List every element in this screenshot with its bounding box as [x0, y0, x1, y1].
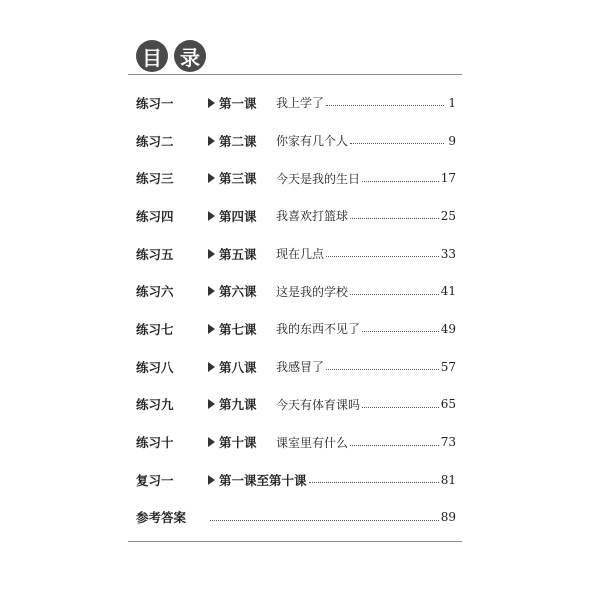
lesson-label: 第二课	[208, 132, 276, 150]
page-number: 81	[440, 472, 456, 487]
lesson-label: 第九课	[208, 395, 276, 413]
page-number: 49	[440, 321, 456, 336]
page-number: 25	[440, 208, 456, 223]
toc-row[interactable]	[128, 84, 462, 122]
page-title	[136, 40, 206, 74]
toc-row-review[interactable]	[128, 461, 462, 499]
dot-leader	[350, 294, 439, 295]
toc-row[interactable]	[128, 122, 462, 160]
page-number: 17	[440, 171, 456, 186]
lesson-title: 我喜欢打篮球	[276, 209, 349, 224]
lesson-label: 第三课	[208, 169, 276, 187]
arrow-right-icon	[208, 173, 215, 183]
lesson-title: 我感冒了	[276, 360, 325, 375]
page-number: 73	[440, 435, 456, 450]
review-range: 第一课至第十课	[219, 472, 307, 488]
lesson-label: 第八课	[208, 358, 276, 376]
page-number: 9	[448, 133, 456, 148]
lesson-label: 第六课	[208, 282, 276, 300]
arrow-right-icon	[208, 98, 215, 108]
page-number: 1	[448, 95, 456, 110]
page-number: 57	[440, 359, 456, 374]
dot-leader	[350, 445, 439, 446]
dot-leader	[350, 218, 439, 219]
lesson-title: 我上学了	[276, 96, 325, 111]
page-number: 33	[440, 246, 456, 261]
exercise-label: 练习八	[136, 359, 174, 375]
exercise-label: 练习三	[136, 171, 174, 187]
dot-leader	[362, 407, 439, 408]
title-char-2: 录	[174, 40, 206, 72]
page-number: 41	[440, 284, 456, 299]
arrow-right-icon	[208, 324, 215, 334]
exercise-label: 练习二	[136, 133, 174, 149]
arrow-right-icon	[208, 286, 215, 296]
top-divider	[128, 74, 462, 75]
toc-row[interactable]	[128, 386, 462, 424]
table-of-contents	[128, 84, 462, 536]
exercise-label: 练习五	[136, 246, 174, 262]
title-char-1: 目	[136, 40, 168, 72]
arrow-right-icon	[208, 399, 215, 409]
arrow-right-icon	[208, 475, 215, 485]
dot-leader	[326, 105, 444, 106]
dot-leader	[309, 482, 439, 483]
lesson-label: 第四课	[208, 207, 276, 225]
bottom-divider	[128, 541, 462, 542]
exercise-label: 练习七	[136, 321, 174, 337]
toc-row[interactable]	[128, 272, 462, 310]
dot-leader	[210, 520, 439, 521]
lesson-label: 第十课	[208, 433, 276, 451]
toc-row[interactable]	[128, 235, 462, 273]
toc-row[interactable]	[128, 348, 462, 386]
exercise-label: 练习四	[136, 208, 174, 224]
exercise-label: 复习一	[136, 472, 174, 488]
dot-leader	[326, 256, 439, 257]
lesson-title: 我的东西不见了	[276, 322, 361, 337]
lesson-title: 你家有几个人	[276, 134, 349, 149]
exercise-label: 练习六	[136, 284, 174, 300]
lesson-label: 第五课	[208, 245, 276, 263]
dot-leader	[350, 143, 444, 144]
lesson-label: 第一课	[208, 94, 276, 112]
toc-row[interactable]	[128, 310, 462, 348]
arrow-right-icon	[208, 136, 215, 146]
arrow-right-icon	[208, 362, 215, 372]
arrow-right-icon	[208, 249, 215, 259]
page-number: 89	[440, 510, 456, 525]
exercise-label: 练习一	[136, 95, 174, 111]
exercise-label: 练习九	[136, 397, 174, 413]
lesson-title: 今天是我的生日	[276, 171, 361, 186]
dot-leader	[362, 181, 439, 182]
toc-row[interactable]	[128, 159, 462, 197]
arrow-right-icon	[208, 437, 215, 447]
page-number: 65	[440, 397, 456, 412]
lesson-label: 第七课	[208, 320, 276, 338]
answers-label: 参考答案	[136, 510, 187, 526]
lesson-title: 现在几点	[276, 247, 325, 262]
toc-row[interactable]	[128, 423, 462, 461]
toc-row[interactable]	[128, 197, 462, 235]
toc-row-answers[interactable]	[128, 499, 462, 537]
dot-leader	[326, 369, 439, 370]
arrow-right-icon	[208, 211, 215, 221]
lesson-title: 课室里有什么	[276, 435, 349, 450]
dot-leader	[362, 331, 439, 332]
lesson-title: 今天有体育课吗	[276, 397, 361, 412]
exercise-label: 练习十	[136, 435, 174, 451]
lesson-title: 这是我的学校	[276, 284, 349, 299]
